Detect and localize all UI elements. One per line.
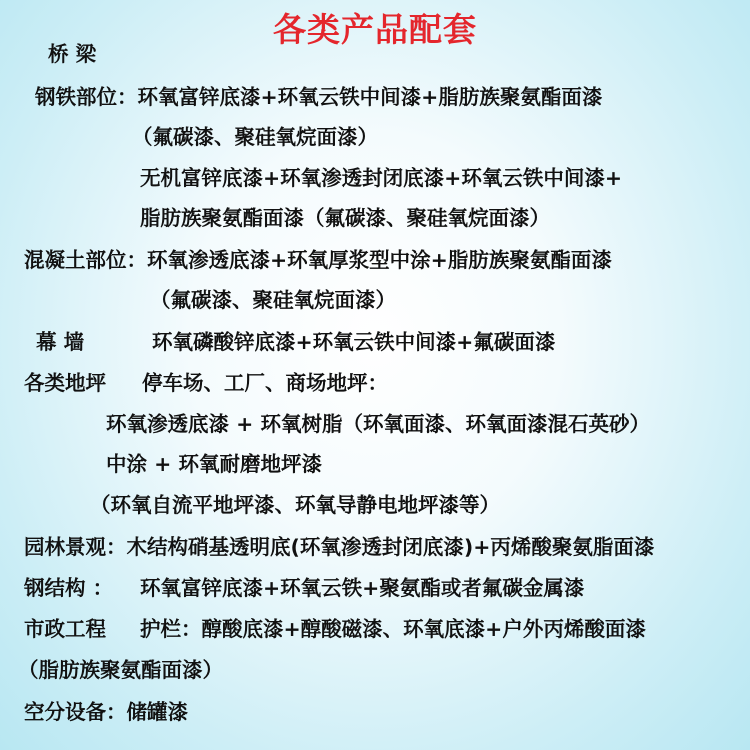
- floor-line-1: 环氧渗透底漆 + 环氧树脂（环氧面漆、环氧面漆混石英砂）: [106, 412, 650, 436]
- curtain-wall-label: 幕 墙: [36, 330, 85, 354]
- concrete-line-1: 环氧渗透底漆+环氧厚浆型中涂+脂肪族聚氨酯面漆: [147, 248, 612, 272]
- bridge-concrete-row: [24, 246, 612, 274]
- air-separation-label: 空分设备：: [24, 700, 127, 724]
- concrete-label: 混凝土部位：: [24, 248, 147, 272]
- steel-line-4: 脂肪族聚氨酯面漆（氟碳漆、聚硅氧烷面漆）: [140, 206, 550, 230]
- steel-line-2: （氟碳漆、聚硅氧烷面漆）: [132, 125, 378, 149]
- air-separation-row: [24, 698, 188, 726]
- municipal-sub-label: 护栏：: [140, 617, 202, 641]
- floor-label: 各类地坪: [24, 371, 106, 395]
- steel-label: 钢铁部位：: [35, 85, 138, 109]
- landscape-text: 木结构硝基透明底(环氧渗透封闭底漆)+丙烯酸聚氨脂面漆: [126, 535, 655, 559]
- steel-line-3: 无机富锌底漆+环氧渗透封闭底漆+环氧云铁中间漆+: [140, 166, 623, 190]
- landscape-label: 园林景观：: [24, 535, 127, 559]
- floor-line-2: 中涂 + 环氧耐磨地坪漆: [106, 452, 322, 476]
- municipal-label: 市政工程: [24, 617, 106, 641]
- floor-line-3: （环氧自流平地坪漆、环氧导静电地坪漆等）: [90, 493, 500, 517]
- concrete-line-2: （氟碳漆、聚硅氧烷面漆）: [150, 288, 396, 312]
- steel-structure-label: 钢结构 ：: [24, 576, 114, 600]
- municipal-text: 醇酸底漆+醇酸磁漆、环氧底漆+户外丙烯酸面漆: [201, 617, 646, 641]
- air-separation-text: 储罐漆: [126, 700, 188, 724]
- page-title: 各类产品配套: [273, 10, 477, 49]
- bridge-steel-row: [35, 83, 602, 111]
- landscape-row: [24, 533, 654, 561]
- steel-structure-text: 环氧富锌底漆+环氧云铁+聚氨酯或者氟碳金属漆: [140, 576, 585, 600]
- municipal-line-2: （脂肪族聚氨酯面漆）: [18, 658, 223, 682]
- municipal-row: [140, 615, 646, 643]
- steel-line-1: 环氧富锌底漆+环氧云铁中间漆+脂肪族聚氨酯面漆: [137, 85, 603, 109]
- curtain-wall-text: 环氧磷酸锌底漆+环氧云铁中间漆+氟碳面漆: [152, 330, 556, 354]
- bridge-heading: 桥 梁: [48, 42, 97, 66]
- floor-scope: 停车场、工厂、商场地坪：: [142, 371, 388, 395]
